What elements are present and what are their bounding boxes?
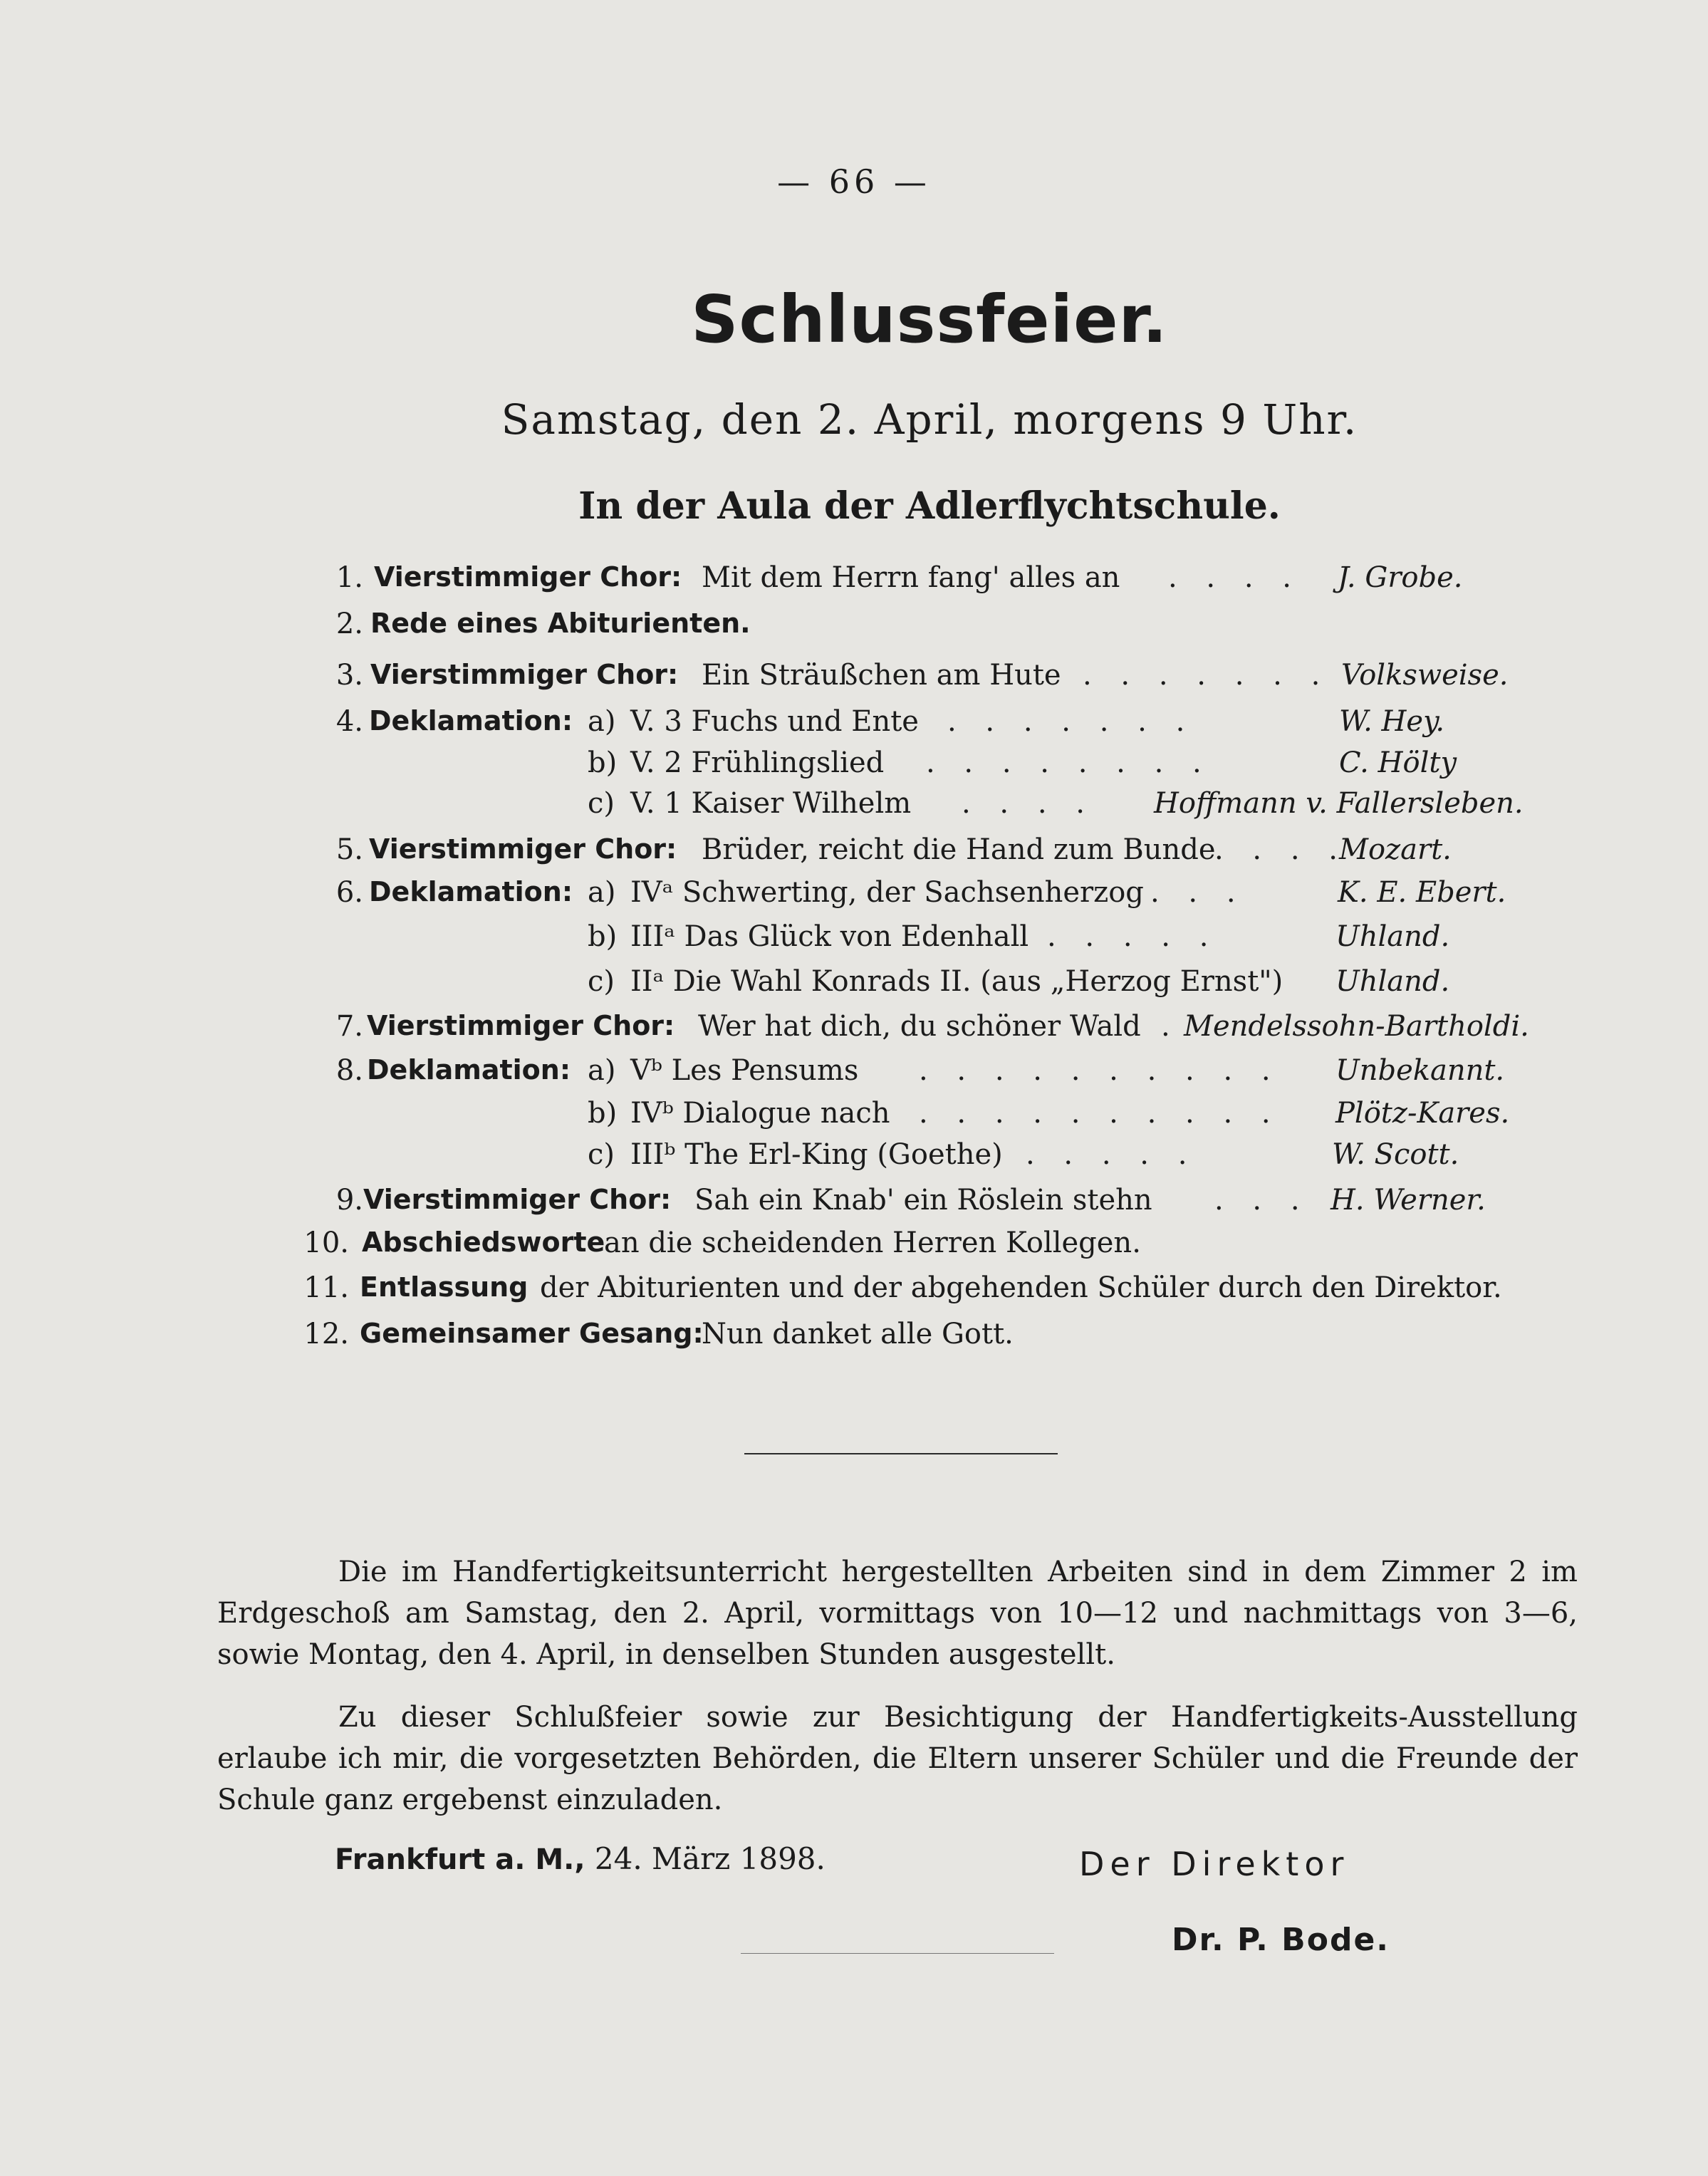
item-dots: . . . . [962,787,1095,820]
program-item [0,705,1708,748]
item-text: Nun danket alle Gott. [702,1318,1014,1350]
item-label: Deklamation: [369,705,573,736]
item-text: an die scheidenden Herren Kollegen. [604,1227,1141,1259]
program-item [0,965,1708,1008]
item-dots: . . . [1150,876,1246,909]
item-dots: . . . . . [1026,1138,1197,1171]
program-item [0,1318,1708,1360]
signatory-name: Dr. P. Bode. [1172,1922,1390,1958]
item-sub: b) [588,1097,618,1130]
item-text: IVᵇ Dialogue nach [630,1097,890,1130]
item-dots: . . . [1214,1184,1310,1217]
item-number: 11. [303,1271,349,1304]
item-label: Vierstimmiger Chor: [370,659,679,690]
item-text: IIIᵇ The Erl-King (Goethe) [630,1138,1003,1171]
program-item [0,876,1708,919]
item-text: V. 2 Frühlingslied [630,746,885,779]
page-number: — 66 — [777,162,931,201]
item-number: 5. [335,833,363,866]
item-label: Gemeinsamer Gesang: [360,1318,704,1349]
item-number: 6. [335,876,363,909]
item-number: 9. [335,1184,363,1217]
program-item [0,1184,1708,1227]
item-sub: c) [588,787,615,820]
program-item [0,1227,1708,1269]
item-composer: K. E. Ebert. [1338,876,1506,909]
item-dots: . . . . . . . . . . [919,1054,1281,1087]
item-dots: . . . . . . . . [926,746,1212,779]
item-text: IIᵃ Die Wahl Konrads II. (aus „Herzog Ernst") [630,965,1283,998]
program-item [0,746,1708,789]
item-composer: Mozart. [1339,833,1452,866]
program-item [0,1097,1708,1140]
item-text: V. 3 Fuchs und Ente [630,705,919,738]
item-number: 2. [335,608,363,640]
item-sub: b) [588,746,618,779]
item-text: Brüder, reicht die Hand zum Bunde [702,833,1216,866]
program-item [0,920,1708,963]
program-item [0,1138,1708,1181]
item-label: Deklamation: [369,876,573,907]
item-text: V. 1 Kaiser Wilhelm [630,787,912,820]
item-text: IVᵃ Schwerting, der Sachsenherzog [630,876,1144,909]
item-text: Ein Sträußchen am Hute [702,659,1061,692]
item-composer: Volksweise. [1341,659,1509,692]
item-text: Wer hat dich, du schöner Wald [698,1010,1141,1043]
item-text: Sah ein Knab' ein Röslein stehn [694,1184,1152,1217]
item-label: Abschiedsworte [362,1227,605,1258]
item-label: Rede eines Abiturienten. [370,608,751,639]
item-label: Vierstimmiger Chor: [367,1010,675,1041]
item-dots: . . . . . [1047,920,1219,953]
item-text: Mit dem Herrn fang' alles an [702,561,1120,594]
item-composer: C. Hölty [1339,746,1457,779]
program-item [0,787,1708,830]
item-sub: b) [588,920,618,953]
exhibition-notice: Die im Handfertigkeitsunterricht hergestellten Arbeiten sind in dem Zimmer 2 im Erdgeschoß am Samstag, den 2. April, vormittags von 10—12 und nachmittags von 3—6, sowie Montag, den 4. April, in denselben Stunden ausgestellt. [217,1556,1578,1671]
program-item [0,608,1708,650]
item-composer: Uhland. [1335,965,1450,998]
item-dots: . . . . . . . [947,705,1195,738]
item-number: 10. [303,1227,349,1259]
item-text: Vᵇ Les Pensums [630,1054,859,1087]
item-number: 3. [335,659,363,692]
item-composer: J. Grobe. [1338,561,1463,594]
item-composer: Plötz-Kares. [1335,1097,1510,1130]
item-number: 12. [303,1318,349,1350]
item-sub: c) [588,1138,615,1171]
item-number: 8. [335,1054,363,1087]
item-composer: W. Hey. [1339,705,1445,738]
program-item [0,659,1708,702]
item-dots: . . . . . . . . . . [919,1097,1281,1130]
item-composer: Uhland. [1335,920,1450,953]
item-number: 7. [335,1010,363,1043]
item-label: Vierstimmiger Chor: [369,833,677,865]
item-number: 4. [335,705,363,738]
program-item [0,833,1708,876]
item-number: 1. [335,561,363,594]
signatory-title: Der Direktor [1079,1845,1350,1883]
item-label: Deklamation: [367,1054,571,1086]
date: 24. März 1898. [594,1841,826,1876]
program-item [0,1054,1708,1097]
place-date [335,1841,826,1876]
divider [741,1953,1054,1954]
event-date: Samstag, den 2. April, morgens 9 Uhr. [501,395,1358,444]
program-item [0,1271,1708,1314]
item-dots: . [1161,1010,1180,1043]
program-item [0,1010,1708,1053]
item-label: Vierstimmiger Chor: [363,1184,672,1215]
item-sub: a) [588,705,616,738]
item-composer: Hoffmann v. Fallersleben. [1154,787,1524,820]
item-composer: Unbekannt. [1335,1054,1505,1087]
item-sub: c) [588,965,615,998]
item-label: Vierstimmiger Chor: [374,561,682,593]
event-venue: In der Aula der Adlerflychtschule. [578,484,1281,528]
item-sub: a) [588,1054,616,1087]
item-text: IIIᵃ Das Glück von Edenhall [630,920,1029,953]
item-dots: . . . . . . . [1083,659,1331,692]
item-text: der Abiturienten und der abgehenden Schüler durch den Direktor. [540,1271,1502,1304]
item-composer: Mendelssohn-Bartholdi. [1184,1010,1529,1043]
item-composer: H. Werner. [1331,1184,1486,1217]
program-item [0,561,1708,604]
item-label: Entlassung [360,1271,528,1303]
item-composer: W. Scott. [1332,1138,1459,1171]
item-dots: . . . . [1214,833,1348,866]
place: Frankfurt a. M., [335,1843,585,1876]
divider [744,1453,1058,1454]
page-title: Schlussfeier. [691,281,1168,358]
item-sub: a) [588,876,616,909]
item-dots: . . . . [1168,561,1302,594]
invitation-text: Zu dieser Schlußfeier sowie zur Besichtigung der Handfertigkeits-Ausstellung erlaube ich mir, die vorgesetzten Behörden, die Eltern unserer Schüler und die Freunde der Schule ganz ergebenst einzuladen. [217,1701,1578,1816]
